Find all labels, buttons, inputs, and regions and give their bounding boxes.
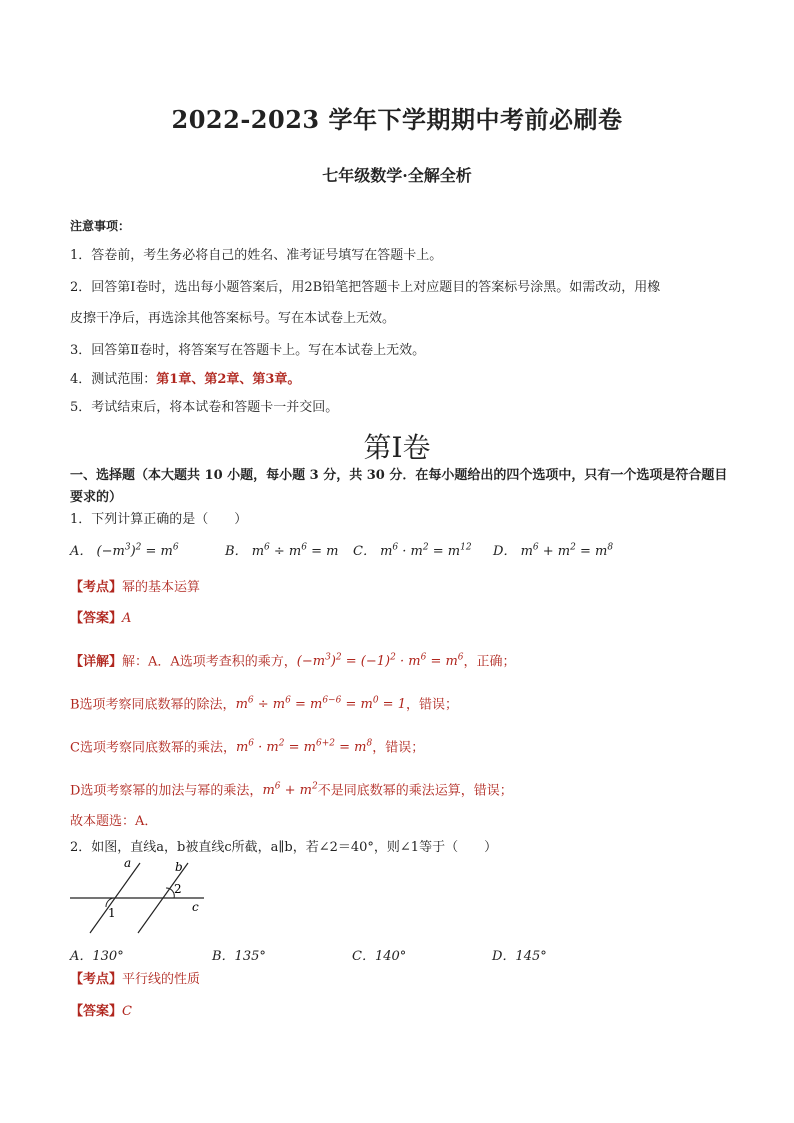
range-value: 第1章、第2章、第3章。 (156, 372, 301, 387)
q2-stem: 2．如图，直线a，b被直线c所截，a∥b，若∠2＝40°，则∠1等于（ ） (70, 840, 498, 855)
notice-item-4 (70, 370, 300, 390)
q1-detail-a-end: ，正确； (463, 654, 516, 670)
q2-option-d: D．145° (492, 949, 547, 964)
q1-option-c (353, 540, 472, 559)
notice-heading: 注意事项： (70, 219, 131, 233)
q1-detail-b-formula: $m^6 \div m^6 = m^{6-6} = m^0 = 1$ (235, 696, 406, 713)
q1-answer (70, 609, 131, 629)
q2-answer-text: C (122, 1004, 132, 1019)
q1-kaodian-tag: 【考点】 (70, 580, 123, 595)
q2-option-b: B．135° (212, 949, 266, 964)
notice-item-1: 1．答卷前，考生务必将自己的姓名、准考证号填写在答题卡上。 (70, 248, 443, 263)
q1-option-d (493, 540, 613, 559)
label-angle-1: 1 (108, 906, 116, 920)
q1-option-c-label: C． (353, 544, 376, 559)
section-heading: 一、选择题（本大题共 10 小题，每小题 3 分，共 30 分．在每小题给出的四个选项中，只有一个选项是符合题目要求的） (70, 468, 728, 505)
q1-option-c-formula: $m^6 \cdot m^2 = m^{12}$ (380, 542, 472, 559)
q1-option-d-label: D． (493, 544, 517, 559)
notice-item-5: 5．考试结束后，将本试卷和答题卡一并交回。 (70, 400, 339, 415)
q1-detail-d-lead: D选项考察幂的加法与幂的乘法， (70, 783, 263, 799)
q2-answer-tag: 【答案】 (70, 1004, 123, 1019)
q1-detail-b-lead: B选项考察同底数幂的除法， (70, 697, 236, 713)
q1-detail-c-end: ，错误； (372, 740, 425, 756)
q1-detail-tag: 【详解】 (70, 654, 123, 670)
q1-detail-a-formula: $(-m^3)^2 = (-1)^2 \cdot m^6 = m^6$ (296, 653, 464, 670)
notice-item-2: 2．回答第Ⅰ卷时，选出每小题答案后，用2B铅笔把答题卡上对应题目的答案标号涂黑。如需改动，用橡 (70, 280, 661, 295)
q1-option-a-label: A． (70, 544, 93, 559)
q1-detail-b (70, 691, 458, 715)
page-title: 2022-2023 学年下学期期中考前必刷卷 (171, 105, 623, 134)
q1-kaodian-text: 幂的基本运算 (122, 580, 201, 595)
q1-detail-b-end: ，错误； (405, 697, 458, 713)
q1-detail-a (70, 648, 516, 672)
q2-option-c: C．140° (352, 949, 407, 964)
q1-option-b-label: B． (225, 544, 248, 559)
notice-item-3: 3．回答第Ⅱ卷时，将答案写在答题卡上。写在本试卷上无效。 (70, 343, 426, 358)
label-b: b (175, 860, 183, 874)
q2-kaodian-tag: 【考点】 (70, 972, 123, 987)
range-label: 4．测试范围： (70, 372, 157, 387)
notice-item-2-cont: 皮擦干净后，再选涂其他答案标号。写在本试卷上无效。 (70, 311, 396, 326)
q1-detail-c (70, 734, 424, 758)
q2-kaodian-text: 平行线的性质 (122, 972, 201, 987)
q1-option-a (70, 540, 179, 559)
q1-option-a-formula: $(-m^3)^2 = m^6$ (96, 542, 179, 559)
q1-conclusion: 故本题选：A． (70, 814, 158, 829)
q1-answer-tag: 【答案】 (70, 611, 123, 626)
q1-detail-d (70, 777, 513, 801)
q1-detail-lead: 解：A．A选项考查积的乘方， (122, 654, 297, 670)
q1-detail-d-end: 不是同底数幂的乘法运算，错误； (317, 783, 513, 799)
label-angle-2: 2 (174, 882, 182, 896)
q2-option-a: A．130° (70, 949, 124, 964)
q2-figure (66, 855, 216, 935)
q1-option-d-formula: $m^6 + m^2 = m^8$ (520, 542, 614, 559)
q1-option-b-formula: $m^6 \div m^6 = m$ (251, 542, 339, 559)
q1-kaodian (70, 578, 200, 598)
q2-kaodian (70, 970, 200, 990)
volume-heading: 第Ⅰ卷 (363, 431, 431, 464)
page-subtitle: 七年级数学·全解全析 (322, 166, 472, 185)
q1-answer-text: A (122, 611, 132, 626)
q1-detail-c-lead: C选项考察同底数幂的乘法， (70, 740, 236, 756)
q1-detail-d-formula: $m^6 + m^2$ (262, 782, 318, 799)
label-c: c (192, 900, 199, 914)
q2-answer (70, 1002, 132, 1022)
q1-option-b (225, 540, 338, 559)
q1-detail-c-formula: $m^6 \cdot m^2 = m^{6+2} = m^8$ (235, 739, 373, 756)
q1-stem: 1．下列计算正确的是（ ） (70, 512, 248, 527)
label-a: a (124, 856, 132, 870)
